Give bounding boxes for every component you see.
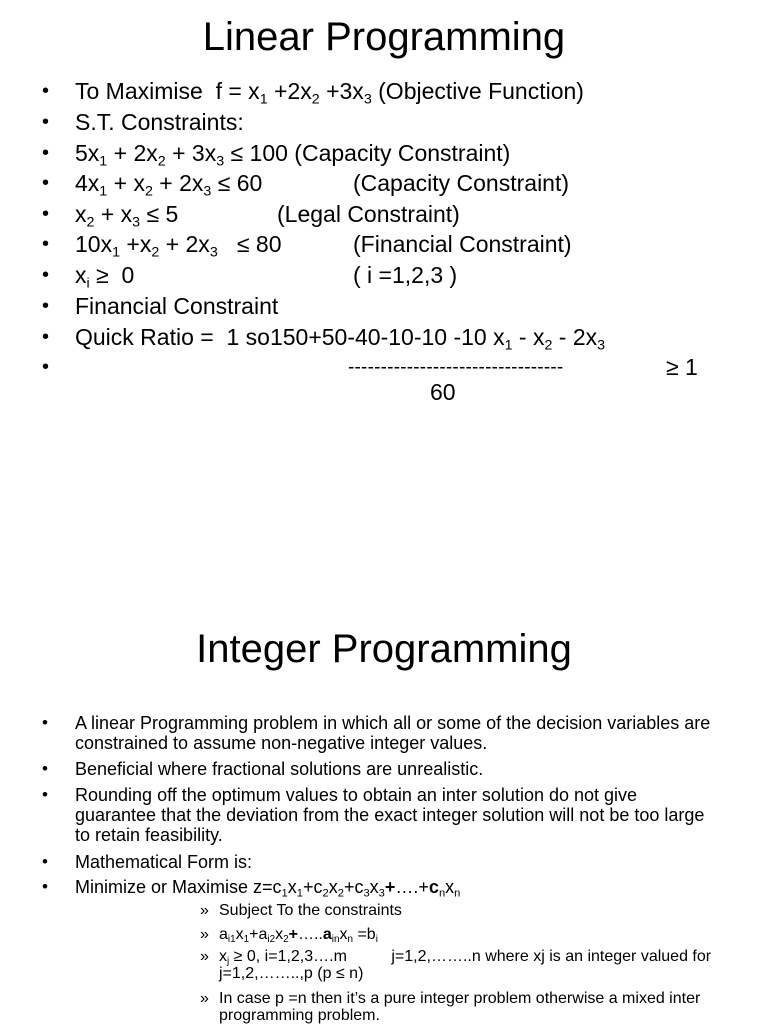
bullet: • xyxy=(42,713,48,732)
lp-item-text: To Maximise $f = x_1 +2x_2 +3x_3$ (Objective Function) xyxy=(75,78,584,108)
lp-item-text: $x_i \ge 0$ xyxy=(75,262,135,292)
list-item xyxy=(42,713,722,753)
sub-bullet: » xyxy=(200,990,209,1007)
ip-sub-item-text: In case p =n then it’s a pure integer problem otherwise a mixed inter programming problem. xyxy=(219,990,701,1024)
constraint-label: ( i =1,2,3 ) xyxy=(353,262,458,288)
lp-item-text: $x_2 + x_3 \le 5$ xyxy=(75,201,179,231)
bullet: • xyxy=(42,852,48,871)
lp-item-text: Financial Constraint xyxy=(75,293,279,319)
list-item xyxy=(42,759,722,779)
fraction-ge: ≥ 1 xyxy=(666,354,698,380)
sub-bullet: » xyxy=(200,926,209,943)
sub-list-item xyxy=(200,926,720,943)
bullet: • xyxy=(42,80,50,102)
constraint-label: (Legal Constraint) xyxy=(277,201,460,227)
list-item xyxy=(42,852,722,872)
ip-item-text: A linear Programming problem in which all or some of the decision variables are constrained to assume non-negative integer values. xyxy=(75,713,711,753)
list-item xyxy=(42,785,722,845)
lp-item-text: S.T. Constraints: xyxy=(75,109,244,135)
list-item xyxy=(42,877,722,900)
ip-item-text: Rounding off the optimum values to obtain an inter solution do not give guarantee that the deviation from the exact integer solution will not be too large to retain feasibility. xyxy=(75,785,705,845)
sub-bullet: » xyxy=(200,902,209,919)
sub-list-item xyxy=(200,902,720,919)
ip-item-text: Minimize or Maximise $z=c_1x_1+c_2x_2+c_3x_3+\dots.+c_nx_n$ xyxy=(75,877,461,900)
ip-item-text: Mathematical Form is: xyxy=(75,852,253,872)
lp-item-text: $10x_1 +x_2 + 2x_3 \le 80$ xyxy=(75,231,282,261)
lp-title: Linear Programming xyxy=(202,15,566,59)
constraint-label: (Financial Constraint) xyxy=(353,231,572,257)
constraint-label: (Capacity Constraint) xyxy=(353,170,570,196)
bullet: • xyxy=(42,111,50,133)
bullet: • xyxy=(42,759,48,778)
fraction-denominator: 60 xyxy=(430,379,456,405)
lp-item-text: $4x_1 + x_2 + 2x_3 \le 60$ xyxy=(75,170,263,200)
bullet: • xyxy=(42,142,50,164)
bullet: • xyxy=(42,264,50,286)
bullet: • xyxy=(42,785,48,804)
ip-item-text: Beneficial where fractional solutions are unrealistic. xyxy=(75,759,484,779)
lp-item-text: Quick Ratio = 1 so150+50-40-10-10 -10 $x_1 - x_2 - 2x_3$ xyxy=(75,324,606,354)
fraction-line: --------------------------------- xyxy=(348,357,564,378)
bullet: • xyxy=(42,295,50,317)
bullet: • xyxy=(42,172,50,194)
ip-sub-item-text: $x_j \ge 0$, i=1,2,3….m j=1,2,……..n where xj is an integer valued for j=1,2,……..,p (p ≤ n) xyxy=(219,948,712,982)
bullet: • xyxy=(42,326,50,348)
sub-list-item xyxy=(200,948,720,982)
bullet: • xyxy=(42,233,50,255)
ip-sub-item-text: $a_{i1}x_1+a_{i2}x_2+\dots..a_{in}x_n =b_i$ xyxy=(219,926,378,945)
sub-bullet: » xyxy=(200,948,209,965)
lp-item-text: $5x_1 + 2x_2 + 3x_3 \le 100$ (Capacity Constraint) xyxy=(75,140,511,170)
bullet: • xyxy=(42,356,50,378)
bullet: • xyxy=(42,203,50,225)
bullet: • xyxy=(42,877,48,896)
ip-title: Integer Programming xyxy=(196,627,572,671)
sub-list-item xyxy=(200,990,720,1024)
ip-sub-item-text: Subject To the constraints xyxy=(219,902,402,919)
